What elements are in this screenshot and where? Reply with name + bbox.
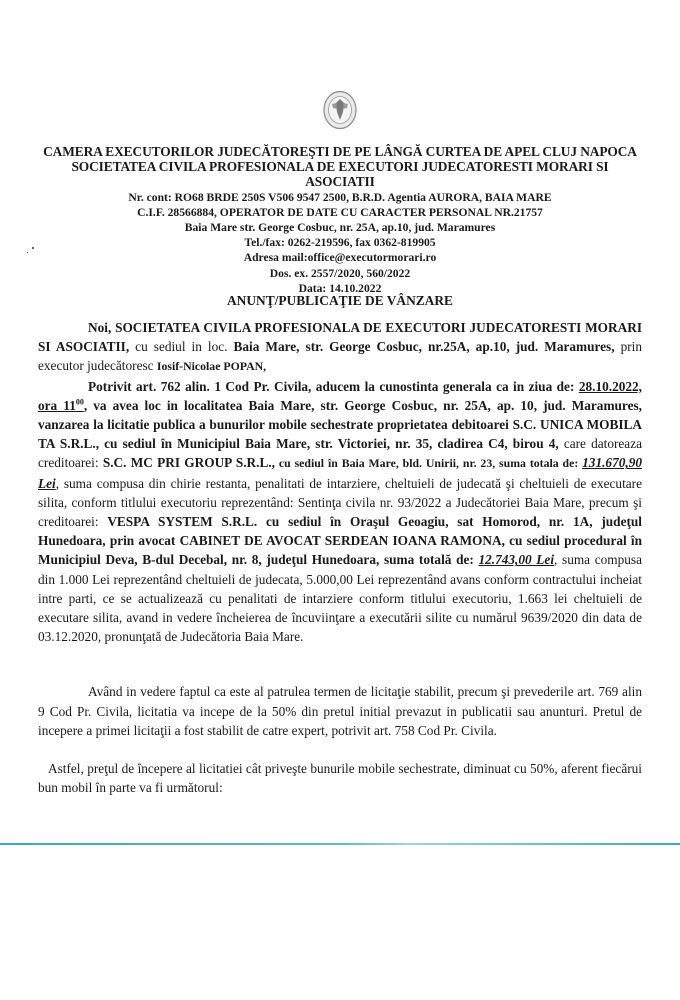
letterhead-bank-account: Nr. cont: RO68 BRDE 250S V506 9547 2500, B.R.D. Agentia AURORA, BAIA MARE bbox=[128, 190, 552, 204]
document-body bbox=[38, 318, 642, 797]
page-divider bbox=[0, 843, 680, 845]
letterhead-company: SOCIETATEA CIVILA PROFESIONALA DE EXECUTORI JUDECATORESTI MORARI SI ASOCIATII bbox=[71, 159, 609, 190]
text-run: prin executor judecătoresc bbox=[38, 339, 642, 374]
letterhead-file-number: Dos. ex. 2557/2020, 560/2022 bbox=[269, 266, 411, 280]
text-run: cu sediul in loc. bbox=[129, 339, 234, 355]
letterhead bbox=[40, 144, 640, 296]
scan-speck bbox=[32, 247, 34, 249]
letterhead-date: Data: 14.10.2022 bbox=[298, 281, 382, 295]
executor-address: Baia Mare, str. George Cosbuc, nr.25A, ap.10, jud. Maramures, bbox=[233, 339, 615, 355]
scan-speck bbox=[27, 252, 28, 253]
creditor-1: S.C. MC PRI GROUP S.R.L., bbox=[102, 455, 276, 471]
document-title: ANUNŢ/PUBLICAŢIE DE VÂNZARE bbox=[227, 293, 453, 308]
amount-creditor-1: 131.670,90 Lei bbox=[38, 455, 642, 491]
letterhead-address: Baia Mare str. George Cosbuc, nr. 25A, ap.10, jud. Maramures bbox=[184, 221, 496, 235]
letterhead-phone: Tel./fax: 0262-219596, fax 0362-819905 bbox=[244, 236, 436, 250]
text-run: , suma compusa din chirie restanta, penalitati de intarziere, cheltuieli de judecată şi cheltuieli de executare silita, conform titlului executoriu reprezentând: Sentinţa civila nr. 93/2022 a Judecătoriei Baia Mare, precum şi creditoarei: bbox=[38, 475, 642, 530]
auction-time-sup: 00 bbox=[75, 397, 84, 407]
executor-person: Iosif-Nicolae POPAN, bbox=[156, 359, 267, 374]
letterhead-cif: C.I.F. 28566884, OPERATOR DE DATE CU CARACTER PERSONAL NR.21757 bbox=[137, 205, 543, 219]
executor-name: Noi, SOCIETATEA CIVILA PROFESIONALA DE EXECUTORI JUDECATORESTI MORARI SI ASOCIATII, bbox=[38, 320, 642, 355]
paragraph-sale-details bbox=[38, 377, 642, 647]
paragraph-fourth-term: Având in vedere faptul ca este al patrulea termen de licitaţie stabilit, precum şi prevederile art. 769 alin 9 Cod Pr. Civila, licitatia va incepe de la 50% din pretul initial prevazut in publicatii sau anunturi. Pretul de incepere a primei licitaţii a fost stabilit de catre expert, potrivit art. 758 Cod Pr. Civila. bbox=[38, 684, 642, 738]
creditor-2: VESPA SYSTEM S.R.L. cu sediul în Oraşul Geoagiu, sat Homorod, nr. 1A, judeţul Hunedoara, prin avocat CABINET DE AVOCAT SERDEAN IOANA RAMONA, cu sediul procedural în Municipiul Deva, B-dul Decebal, nr. 8, judeţul Hunedoara, suma totală de: bbox=[38, 514, 642, 568]
amount-creditor-2: 12.743,00 Lei bbox=[478, 552, 555, 568]
romanian-coat-of-arms-seal-icon bbox=[323, 90, 357, 130]
auction-date: 28.10.2022, ora 11 bbox=[38, 378, 642, 413]
text-run: , va avea loc in localitatea Baia Mare, str. George Cosbuc, nr. 25A, ap. 10, jud. Maramures, vanzarea la licitatie publica a bunurilor mobile sechestrate proprietatea debitoarei S.C. UNICA MOBILA TA S.R.L., cu sediul în Municipiul Baia Mare, str. Victoriei, nr. 35, cladirea C4, birou 4, bbox=[38, 397, 642, 452]
text-run: , suma compusa din 1.000 Lei reprezentând cheltuieli de judecata, 5.000,00 Lei reprezentând avans conform contractului incheiat intre parti, ce se actualizează cu penalitati de intarziere conform titlului executoriu, 1.663 lei cheltuieli de executare silita, avand in vedere încheierea de încuviinţare a executării silite cu numărul 9639/2020 din data de 03.12.2020, pronunţată de Judecătoria Baia Mare. bbox=[38, 552, 643, 645]
creditor-1-address: cu sediul în Baia Mare, bld. Unirii, nr. 23, suma totala de: bbox=[275, 456, 583, 471]
letterhead-chamber: CAMERA EXECUTORILOR JUDECĂTOREŞTI DE PE LÂNGĂ CURTEA DE APEL CLUJ NAPOCA bbox=[43, 144, 637, 159]
letterhead-email: Adresa mail:office@executormorari.ro bbox=[243, 251, 437, 265]
text-run: Potrivit art. 762 alin. 1 Cod Pr. Civila, aducem la cunostinta generala ca in ziua de: bbox=[88, 378, 579, 394]
paragraph-starting-price: Astfel, preţul de începere al licitatiei cât priveşte bunurile mobile sechestrate, diminuat cu 50%, aferent fiecărui bun mobil în parte va fi următorul: bbox=[38, 761, 642, 796]
paragraph-intro bbox=[38, 318, 642, 377]
text-run: care datoreaza creditoarei: bbox=[38, 436, 643, 471]
